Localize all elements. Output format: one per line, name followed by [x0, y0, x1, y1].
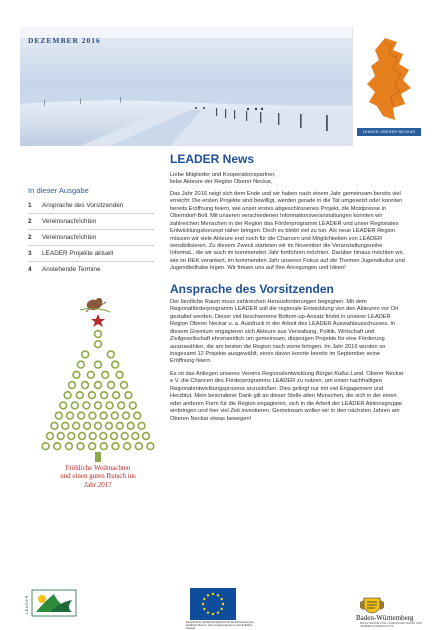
toc-divider [28, 261, 154, 262]
toc-title: In dieser Ausgabe [28, 186, 89, 195]
address-paragraph-2-start: Es ist das Anliegen unseres Vereins Regionalentwicklung [170, 370, 316, 377]
toc-divider [28, 213, 154, 214]
tree-ring [116, 422, 123, 429]
eu-star [217, 594, 219, 596]
tree-ring [83, 402, 90, 409]
tree-ring [68, 433, 75, 440]
tree-ring [118, 402, 125, 409]
tree-ring [62, 422, 69, 429]
leader-logo-icon [32, 590, 76, 616]
tree-ring [54, 443, 61, 450]
tree-ring [113, 392, 120, 399]
eu-flag-icon [190, 588, 236, 620]
bw-state-name: Baden-Württemberg [356, 614, 414, 622]
association-name: Bürger.Kultur.Land. [315, 370, 365, 377]
tree-ring [121, 433, 128, 440]
tree-ring [67, 412, 74, 419]
tree-ring [95, 382, 102, 389]
toc-item-label: LEADER Projekte aktuell [42, 250, 114, 257]
toc-item[interactable] [28, 234, 160, 241]
tree-ring [106, 402, 113, 409]
tree-ring [112, 361, 119, 368]
tree-ring [125, 392, 132, 399]
eu-star [212, 613, 214, 615]
toc-item-number: 4 [28, 266, 32, 273]
tree-ring [95, 361, 102, 368]
tree-ring [89, 443, 96, 450]
tree-ring [55, 412, 62, 419]
leader-region-logo [352, 26, 424, 146]
tree-ring [135, 443, 142, 450]
tree-ring [82, 382, 89, 389]
tree-ring [71, 402, 78, 409]
eu-star [217, 611, 219, 613]
table-of-contents [28, 186, 160, 279]
address-paragraph-2 [170, 371, 406, 423]
toc-divider [28, 245, 154, 246]
tree-ring [111, 433, 118, 440]
eu-star [203, 598, 205, 600]
tree-ring [106, 422, 113, 429]
toc-item-label: Anstehende Termine [42, 266, 101, 273]
tree-ring [102, 371, 109, 378]
christmas-tree-illustration [40, 300, 160, 490]
tree-ring [108, 382, 115, 389]
tree-ring [73, 371, 80, 378]
region-map-icon [363, 36, 415, 124]
tree-ring [76, 392, 83, 399]
news-heading: LEADER News [170, 152, 255, 166]
eu-star [207, 594, 209, 596]
tree-ring [147, 443, 154, 450]
tree-ring [79, 433, 86, 440]
tree-ring [89, 392, 96, 399]
tree-ring [51, 422, 58, 429]
toc-item-label: Vereinsnachrichten [42, 218, 97, 225]
eu-star [220, 608, 222, 610]
leader-vertical-label: LEADER [24, 594, 29, 614]
tree-ring [95, 422, 102, 429]
toc-item-label: Ansprache des Vorsitzenden [42, 202, 124, 209]
eu-star [212, 593, 214, 595]
tree-ring [42, 443, 49, 450]
tree-ring [127, 422, 134, 429]
tree-ring [60, 402, 67, 409]
tree-ring [116, 371, 123, 378]
toc-divider [28, 229, 154, 230]
tree-ring [64, 392, 71, 399]
tree-ring [77, 443, 84, 450]
hero-winter-photo [20, 26, 424, 146]
tree-ring [77, 361, 84, 368]
christmas-tree-icon [40, 300, 160, 470]
news-greeting-line-1: Liebe Mitglieder und Kooperationspartner, [170, 172, 276, 178]
tree-ring [82, 351, 89, 358]
toc-item[interactable] [28, 266, 160, 273]
main-content [170, 152, 406, 423]
eu-star [220, 598, 222, 600]
eu-star [202, 603, 204, 605]
tree-ring [121, 382, 128, 389]
star-icon [91, 314, 105, 327]
tree-ring [124, 443, 131, 450]
tree-ring [95, 402, 102, 409]
eu-star [203, 608, 205, 610]
toc-item-number: 1 [28, 202, 32, 209]
season-greeting-line-1: Fröhliche Weihnachten [65, 464, 131, 472]
tree-ring [100, 443, 107, 450]
toc-item-label: Vereinsnachrichten [42, 234, 97, 241]
tree-ring [89, 433, 96, 440]
tree-ring [89, 412, 96, 419]
eu-fund-caption: Europäischer Landwirtschaftsfonds für die Entwicklung des ländlichen Raums: Hier investiert Europa in die ländlichen Gebiete [186, 621, 254, 630]
news-body: Das Jahr 2016 neigt sich dem Ende und wir haben nach einem Jahr gemeinsam bereits viel erreicht: Die ersten Projekte sind bewilligt, werden gerade in die Tat umgesetzt oder konnten bereits Eröffnung feiern, wie unser erstes abgeschlossenes Projekt, die Mostpresse in Oberndorf-Boll. Mit unseren verschiedenen Informationsveranstaltungen konnten wir zahlreichen Menschen in der Region das Förderprogramm LEADER und unser Regionales Entwicklungskonzept näher bringen. Doch es bleibt viel zu tun. Als neue LEADER Region müssen wir viele Akteure erst noch für die Chancen und Möglichkeiten von LEADER sensibilisieren. Zu diesem Zweck starteten wir im November die Veranstaltungsreihe InformaL, die wir auch im kommenden Jahr fortführen möchten. Darüber hinaus möchten wir, wie im REK verankert, im kommenden Jahr unseren Fokus auf die Themen Jugendkultur und Jugendteilhabe legen. Wir freuen uns auf Ihre Anregungen und Ideen! [170, 190, 405, 272]
tree-ring [69, 382, 76, 389]
tree-ring [107, 351, 114, 358]
tree-ring [66, 443, 73, 450]
branch-icon [80, 308, 110, 312]
tree-ring [47, 433, 54, 440]
season-greeting-line-3: Jahr 2017 [84, 480, 112, 489]
toc-item[interactable] [28, 202, 160, 209]
toc-item-number: 3 [28, 250, 32, 257]
tree-ring [134, 412, 141, 419]
tree-ring [123, 412, 130, 419]
tree-ring [112, 443, 119, 450]
tree-ring [84, 422, 91, 429]
issue-date: DEZEMBER 2016 [28, 36, 101, 45]
bw-ministry-name: MINISTERIUM FÜR LÄNDLICHEN RAUM UND VERBRAUCHERSCHUTZ [360, 622, 423, 628]
tree-ring [95, 341, 102, 348]
tree-ring [101, 392, 108, 399]
tree-ring [73, 422, 80, 429]
address-paragraph-2-rest: Oberer Neckar e.V. die Chancen des Förderprogramms LEADER zu nutzen, um einen nachhaltigen Regionalentwicklungsprozess anzustoßen. Dies gelingt nur mit viel Engagement und Herzblut. Mein besonderer Dank gilt an dieser Stelle allen Menschen, die sich in der einen oder anderen Form für die Region engagieren, sich in die Arbeit der LEADER Aktionsgruppe einbringen und hier viel Zeit investieren. Gemeinsam wollen wir in den nächsten Jahren am Oberen Neckar etwas bewegen! [170, 370, 404, 422]
toc-item[interactable] [28, 218, 160, 225]
tree-trunk [95, 452, 101, 462]
season-greeting-line-2: und einen guten Rutsch ins [60, 472, 136, 481]
tree-ring [100, 433, 107, 440]
tree-ring [57, 433, 64, 440]
tree-ring [78, 412, 85, 419]
tree-ring [111, 412, 118, 419]
eu-star [207, 611, 209, 613]
toc-item-number: 2 [28, 218, 32, 225]
eu-star [222, 603, 224, 605]
address-paragraph-1: Der ländliche Raum muss zahlreichen Herausforderungen begegnen. Mit dem Regionalförderprogramm LEADER soll die regionale Entwicklung von den Akteuren vor Ort gestaltet werden. Dieser viel beschworene Bottom-up-Ansatz findet in unserer LEADER Region Oberer Neckar u. a. Ausdruck in der Arbeit des LEADER Auswahlausschusses. In diesem Gremium engagieren sich Akteure aus Verwaltung, Politik, Wirtschaft und Zivilgesellschaft ehrenamtlich um gemeinsam, diejenigen Projekte für eine Förderung auszuwählen, die am besten die Region nach vorne bringen. Im Jahr 2016 wurden so insgesamt 12 Projekte ausgewählt, eines davon konnte bereits im September seine Eröffnung feiern. [170, 298, 399, 365]
address-heading: Ansprache des Vorsitzenden [170, 281, 334, 296]
tree-ring [87, 371, 94, 378]
tree-ring [132, 433, 139, 440]
season-greeting [18, 464, 178, 489]
toc-item[interactable] [28, 250, 160, 257]
tree-ring [95, 331, 102, 338]
news-greeting-line-2: liebe Akteure der Region Oberer Neckar, [170, 179, 273, 186]
tree-ring [129, 402, 136, 409]
logo-caption: LEADER OBERER NECKAR [357, 128, 421, 136]
tree-ring [100, 412, 107, 419]
news-greeting [170, 172, 406, 187]
tree-ring [143, 433, 150, 440]
toc-item-number: 2 [28, 234, 32, 241]
tree-ring [138, 422, 145, 429]
